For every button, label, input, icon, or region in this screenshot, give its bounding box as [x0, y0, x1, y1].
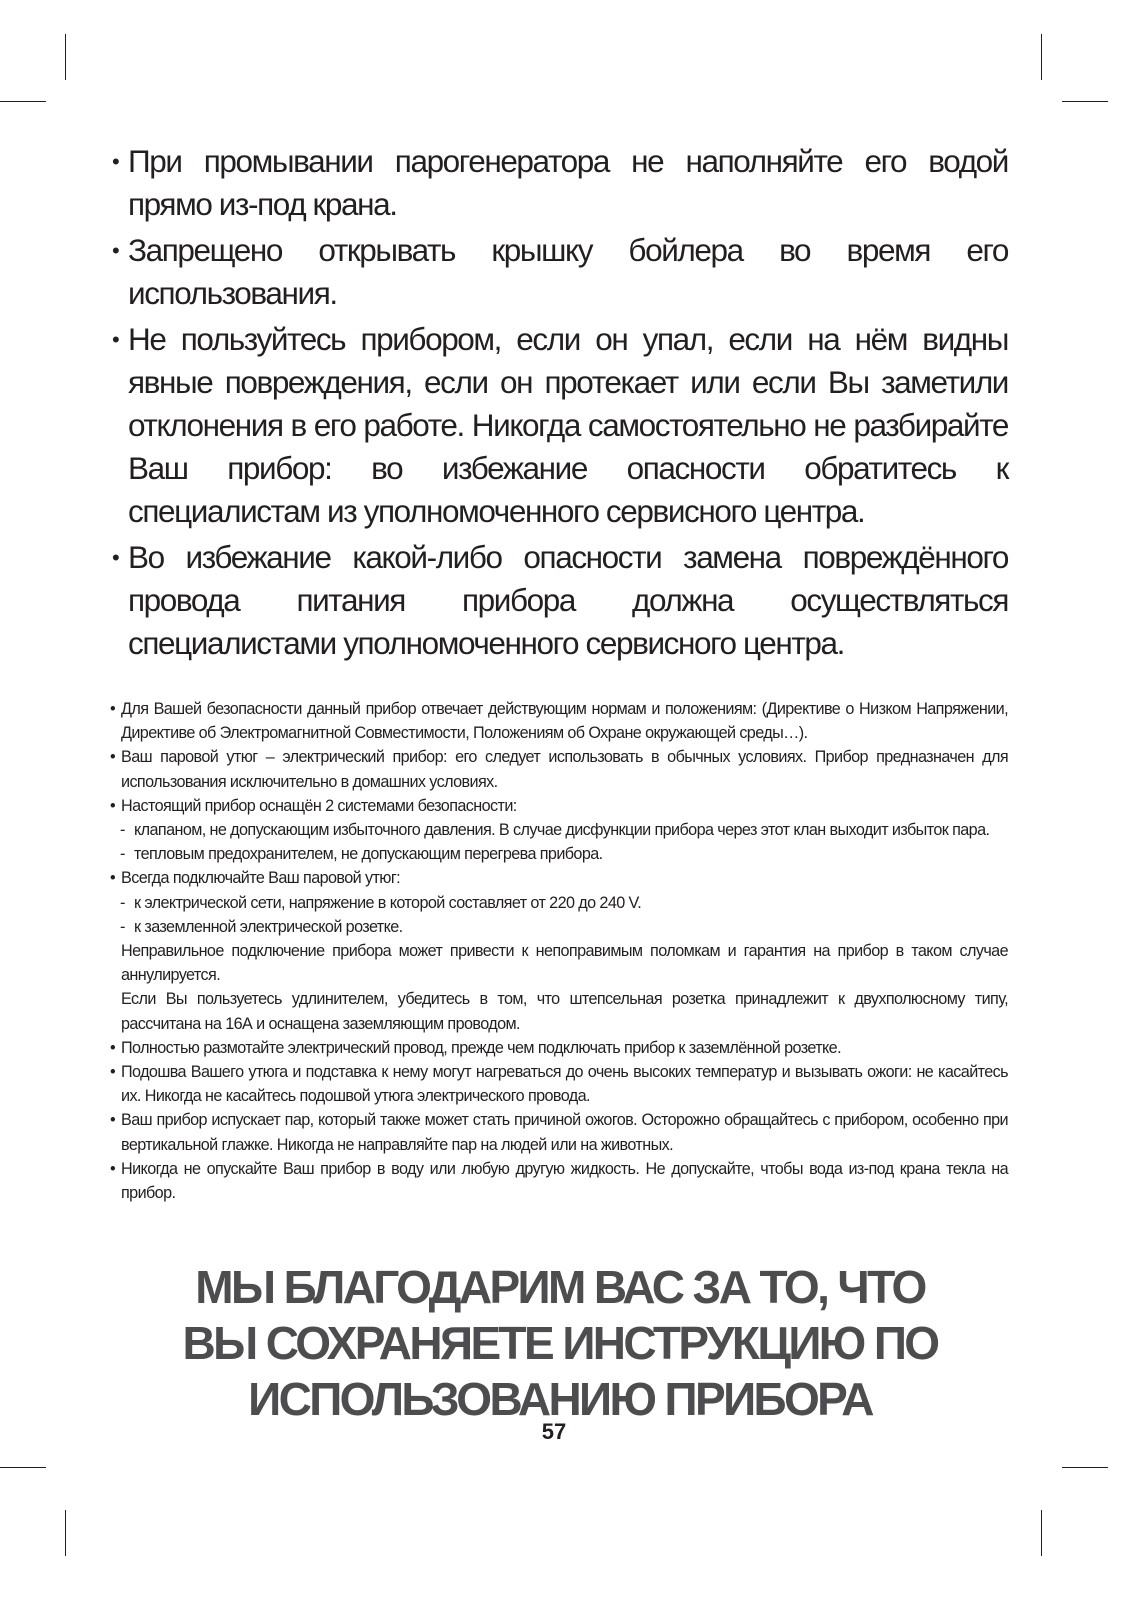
thanks-line: ВЫ СОХРАНЯЕТЕ ИНСТРУКЦИЮ ПО	[182, 1317, 938, 1369]
crop-mark	[1041, 34, 1042, 80]
safety-directives: • Для Вашей безопасности данный прибор отвечает действующим нормам и положениям: (Директиве о Низком Напряжении, Директиве об Электромагнитной Совместимости, Положениям об Охране окружающей среды…).	[110, 697, 1008, 745]
crop-mark	[0, 101, 46, 102]
safety-connect-intro: • Всегда подключайте Ваш паровой утюг:	[110, 866, 1008, 890]
safety-systems-intro: • Настоящий прибор оснащён 2 системами безопасности:	[110, 794, 1008, 818]
page-number: 57	[541, 1419, 567, 1444]
safety-extension: Если Вы пользуетесь удлинителем, убедитесь в том, что штепсельная розетка принадлежит к двухполюсному типу, рассчитана на 16А и оснащена заземляющим проводом.	[121, 990, 1008, 1033]
crop-mark	[65, 34, 66, 80]
safety-voltage: - к электрической сети, напряжение в которой составляет от 220 до 240 V.	[110, 891, 1008, 915]
safety-warranty: Неправильное подключение прибора может привести к непоправимым поломкам и гарантия на прибор в таком случае аннулируется.	[121, 942, 1008, 985]
safety-steam: • Ваш прибор испускает пар, который также может стать причиной ожогов. Осторожно обращайтесь с прибором, особенно при вертикальной глажке. Никогда не направляйте пар на людей или на животных.	[110, 1108, 1008, 1156]
main-warnings-list	[112, 140, 1008, 668]
list-item: • Запрещено открывать крышку бойлера во время его использования.	[112, 229, 1008, 315]
safety-fuse: - тепловым предохранителем, не допускающим перегрева прибора.	[110, 842, 1008, 866]
crop-mark	[65, 1510, 66, 1556]
thanks-line: МЫ БЛАГОДАРИМ ВАС ЗА ТО, ЧТО	[195, 1261, 925, 1313]
list-item: • Не пользуйтесь прибором, если он упал, если на нём видны явные повреждения, если он протекает или если Вы заметили отклонения в его работе. Никогда самостоятельно не разбирайте Ваш прибор: во избежание опасности обратитесь к специалистам из уполномоченного сервисного центра.	[112, 318, 1008, 533]
safety-unwind: • Полностью размотайте электрический провод, прежде чем подключать прибор к заземлённой розетке.	[110, 1036, 1008, 1060]
thanks-line: ИСПОЛЬЗОВАНИЮ ПРИБОРА	[248, 1373, 872, 1425]
crop-mark	[1062, 1467, 1108, 1468]
list-item: • При промывании парогенератора не наполняйте его водой прямо из-под крана.	[112, 140, 1008, 226]
crop-mark	[0, 1467, 46, 1468]
safety-socket: - к заземленной электрической розетке.	[110, 915, 1008, 939]
safety-household: • Ваш паровой утюг – электрический прибор: его следует использовать в обычных условиях. Прибор предназначен для использования исключительно в домашних условиях.	[110, 745, 1008, 793]
safety-valve: - клапаном, не допускающим избыточного давления. В случае дисфункции прибора через этот клан выходит избыток пара.	[110, 818, 1008, 842]
crop-mark	[1041, 1510, 1042, 1556]
safety-water: • Никогда не опускайте Ваш прибор в воду или любую другую жидкость. Не допускайте, чтобы вода из-под крана текла на прибор.	[110, 1157, 1008, 1205]
safety-instructions	[110, 697, 1008, 1205]
safety-soleplate: • Подошва Вашего утюга и подставка к нему могут нагреваться до очень высоких температур и вызывать ожоги: не касайтесь их. Никогда не касайтесь подошвой утюга электрического провода.	[110, 1060, 1008, 1108]
thanks-heading	[100, 1259, 1020, 1427]
list-item: • Во избежание какой-либо опасности замена повреждённого провода питания прибора должна осуществляться специалистами уполномоченного сервисного центра.	[112, 536, 1008, 665]
crop-mark	[1062, 101, 1108, 102]
